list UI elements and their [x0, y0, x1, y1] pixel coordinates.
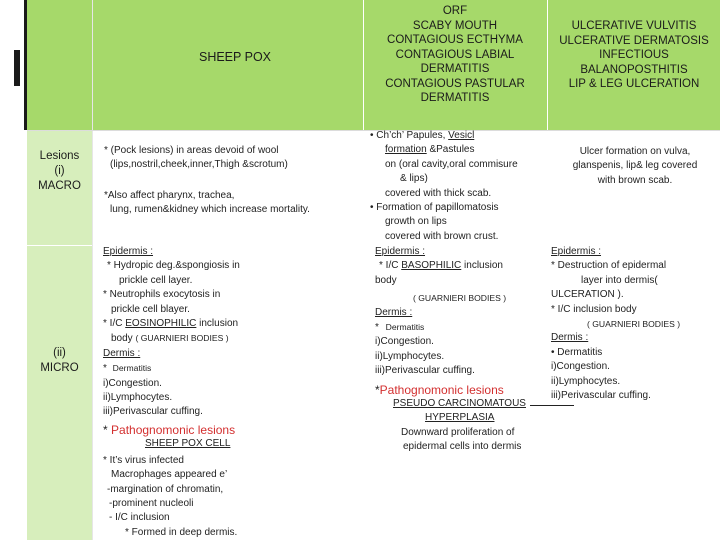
row-label-line: (ii): [53, 347, 66, 359]
text-line: lung, rumen&kidney which increase mortality.: [110, 204, 310, 216]
ulcerative-header: [548, 19, 720, 92]
text-line: iii)Perivascular cuffing.: [103, 406, 203, 418]
header-line: INFECTIOUS: [599, 49, 669, 61]
lesions-macro-label: [27, 149, 92, 194]
section-heading: Dermis :: [103, 347, 141, 359]
pathognomonic-line: [375, 383, 547, 397]
uv-macro: [550, 145, 720, 188]
header-line: CONTAGIOUS LABIAL: [395, 48, 515, 61]
header-line: DERMATITIS: [420, 63, 490, 75]
grid-line: [27, 245, 92, 246]
text-line: glanspenis, lip& leg covered: [572, 160, 698, 172]
text-span: *: [103, 363, 110, 375]
text-line: on (oral cavity,oral commisure: [385, 158, 518, 170]
text-span: inclusion: [196, 318, 239, 330]
text-line: ( GUARNIERI BODIES ): [587, 319, 681, 330]
text-line: & lips): [400, 173, 428, 185]
text-line: * Destruction of epidermal: [551, 260, 667, 272]
header-line: DERMATITIS: [420, 92, 490, 104]
text-line: ii)Lymphocytes.: [551, 375, 621, 387]
text-span: body: [111, 333, 136, 345]
text-line: (lips,nostril,cheek,inner,Thigh &scrotum): [110, 159, 288, 171]
text-line: layer into dermis(: [581, 274, 658, 286]
text-line: * Formed in deep dermis.: [125, 526, 238, 538]
text-span: * I/C: [103, 318, 126, 330]
underline-extension: [530, 405, 574, 406]
orf-header: [364, 4, 546, 106]
text-span: inclusion: [461, 260, 503, 272]
decorative-bar-left: [14, 50, 20, 86]
underlined-text: formation: [385, 144, 427, 156]
orf-micro: [375, 245, 547, 455]
section-heading: Epidermis :: [375, 246, 426, 257]
text-line: ii)Lymphocytes.: [103, 392, 173, 404]
text-line: ii)Lymphocytes.: [375, 350, 445, 362]
text-line: HYPERPLASIA: [425, 412, 495, 424]
text-line: ULCERATION ).: [551, 289, 624, 301]
text-line: [370, 129, 546, 143]
text-line: with brown scab.: [597, 174, 673, 186]
text-line: [375, 320, 547, 335]
text-line: iii)Perivascular cuffing.: [551, 390, 651, 402]
section-heading: Epidermis :: [103, 246, 154, 257]
section-heading: Dermis :: [551, 332, 589, 344]
text-line: [103, 361, 361, 376]
text-line: • Dermatitis: [551, 346, 603, 358]
text-line: *Also affect pharynx, trachea,: [104, 189, 235, 201]
text-line: i)Congestion.: [551, 361, 610, 373]
text-line: prickle cell blayer.: [111, 303, 190, 315]
text-line: • Formation of papillomatosis: [370, 202, 499, 214]
row-label-line: MICRO: [40, 362, 79, 374]
header-line: BALANOPOSTHITIS: [580, 63, 688, 76]
text-line: * (Pock lesions) in areas devoid of wool: [104, 145, 279, 156]
header-line: LIP & LEG ULCERATION: [568, 78, 700, 90]
text-span: Dermatitis: [385, 322, 425, 333]
text-span: *: [103, 422, 112, 437]
text-line: epidermal cells into dermis: [403, 441, 522, 453]
text-span: &Pastules: [426, 144, 475, 156]
text-line: covered with brown crust.: [385, 230, 499, 242]
uv-micro: [551, 245, 720, 403]
header-line: CONTAGIOUS ECTHYMA: [387, 34, 523, 46]
header-line: CONTAGIOUS PASTULAR: [385, 77, 525, 90]
text-span: Dermatitis: [112, 363, 152, 374]
section-heading: Dermis :: [375, 306, 413, 318]
row-label-line: (i): [54, 165, 65, 177]
header-line: ULCERATIVE DERMATOSIS: [559, 34, 709, 47]
text-span: *: [375, 382, 380, 397]
sheep-pox-header: [140, 50, 330, 65]
text-line: iii)Perivascular cuffing.: [375, 365, 475, 377]
text-span: * I/C: [379, 260, 402, 272]
pathognomonic-line: [103, 423, 361, 437]
underlined-text: EOSINOPHILIC: [125, 318, 197, 330]
text-line: -prominent nucleoli: [109, 497, 194, 509]
text-line: [103, 317, 361, 331]
text-line: growth on lips: [385, 216, 447, 228]
row-label-line: Lesions: [39, 150, 80, 162]
text-line: * Neutrophils exocytosis in: [103, 289, 221, 301]
text-line: ( GUARNIERI BODIES ): [413, 293, 507, 304]
header-line: SCABY MOUTH: [412, 19, 498, 32]
text-line: Downward proliferation of: [401, 426, 515, 438]
micro-label: [27, 346, 92, 376]
pathognomonic-label: Pathognomonic lesions: [111, 422, 236, 437]
text-line: * It’s virus infected: [103, 454, 184, 466]
header-title: SHEEP POX: [198, 50, 272, 64]
row-label-line: MACRO: [38, 180, 81, 192]
text-span: • Ch’ch’ Papules,: [370, 130, 449, 141]
text-line: i)Congestion.: [375, 336, 434, 348]
text-line: i)Congestion.: [103, 377, 162, 389]
text-line: * Hydropic deg.&spongiosis in: [107, 260, 240, 272]
text-line: prickle cell layer.: [119, 274, 193, 286]
text-line: Ulcer formation on vulva,: [579, 146, 691, 157]
text-line: SHEEP POX CELL: [145, 438, 231, 450]
underlined-text: BASOPHILIC: [401, 260, 462, 272]
orf-macro: [370, 129, 546, 244]
pathognomonic-label: Pathognomonic lesions: [379, 382, 504, 397]
section-heading: Epidermis :: [551, 246, 602, 257]
sheep-pox-macro: [104, 144, 360, 218]
sheep-pox-micro: [103, 245, 361, 540]
text-line: [103, 331, 361, 346]
text-line: covered with thick scab.: [385, 187, 492, 199]
underlined-text: Vesicl: [448, 130, 475, 141]
text-line: Macrophages appeared e’: [111, 469, 228, 481]
text-line: body: [375, 274, 397, 286]
text-span: *: [375, 322, 382, 334]
header-line: ULCERATIVE VULVITIS: [571, 20, 697, 32]
grid-line: [92, 0, 93, 540]
text-line: [375, 259, 547, 273]
text-line: [370, 143, 546, 157]
text-line: - I/C inclusion: [109, 512, 170, 524]
text-line: * I/C inclusion body: [551, 303, 637, 315]
text-line: -margination of chromatin,: [107, 483, 224, 495]
text-span: ( GUARNIERI BODIES ): [135, 333, 229, 344]
text-line: PSEUDO CARCINOMATOUS: [393, 398, 526, 410]
header-line: ORF: [442, 5, 468, 17]
